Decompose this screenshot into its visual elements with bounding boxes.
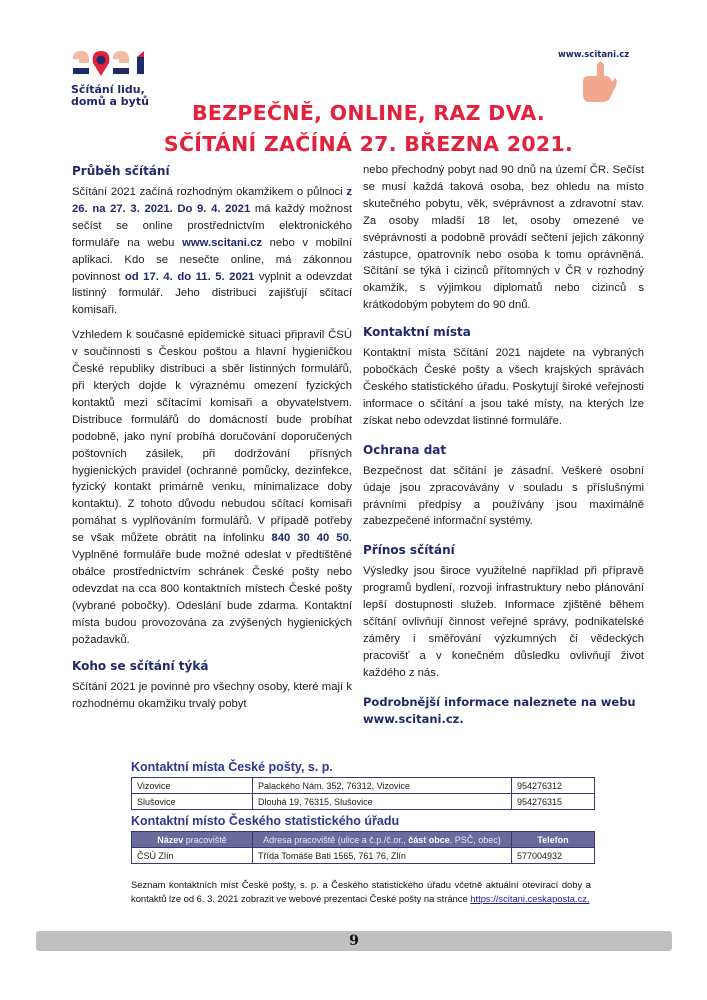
page-number: 9 [349,933,359,949]
contact-tables [131,760,591,864]
paragraph-prubeh-2: Vzhledem k současné epidemické situaci připravil ČSÚ v součinnosti s Českou poštou a hlavní hygieničkou České republiky distribuci a sběr listinných formulářů, při kterých dojde k výraznému omezení fyzických kontaktů mezi sčítacími komisaři a obyvatelstvem. Distribuce formulářů do domácností bude probíhat podobně, jako nyní probíhá doručování doporučených poštovních zásilek, při dodržování přísných hygienických pravidel (ochranné pomůcky, dezinfekce, fyzický kontakt primárně venku, minimalizace doby kontaktu). Z tohoto důvodu nebudou sčítací komisaři pomáhat s vyplňováním formulářů. V případě potřeby se však můžete obrátit na infolinku 840 30 40 50. Vyplněné formuláře bude možné odeslat v předtištěné obálce prostřednictvím schránek České pošty nebo odevzdat na cca 800 kontaktních místech České pošty (vybrané pobočky). Odeslání bude zdarma. Kontaktní místa budou provozována za zvýšených hygienických požadavků. [72,329,352,646]
csu-contacts-table [131,831,595,864]
website-link[interactable]: www.scitani.cz [558,50,630,60]
paragraph-ochrana-dat: Bezpečnost dat sčítání je zásadní. Veškeré osobní údaje jsou zpracovávány v souladu s příslušnými právními předpisy a používány jsou maximálně zabezpečené informační systémy. [363,464,644,528]
census-logo [71,49,151,108]
post-contacts-table [131,777,595,810]
left-column [72,163,352,721]
more-info-link[interactable]: Podrobnější informace naleznete na webu www.scitani.cz. [363,694,636,726]
section-title-koho: Koho se sčítání týká [72,659,209,674]
section-title-kontaktni-mista: Kontaktní místa [363,325,471,340]
header-name: Název pracoviště [132,832,253,848]
table-row: ČSÚ Zlín Třída Tomáše Bati 1565, 761 76, Zlín 577004932 [132,848,595,864]
header-address: Adresa pracoviště (ulice a č.p./č.or., část obce, PSČ, obec) [253,832,512,848]
right-column [363,162,644,728]
section-title-prinos: Přínos sčítání [363,543,455,558]
table-row: Vizovice Palackého Nám. 352, 76312, Vizovice 954276312 [132,778,595,794]
paragraph-prubeh-1: Sčítání 2021 začíná rozhodným okamžikem o půlnoci z 26. na 27. 3. 2021. Do 9. 4. 2021 má každý možnost sečíst se online prostřednictvím elektronického formuláře na webu www.scitani.cz nebo v mobilní aplikaci. Kdo se nesečte online, má zákonnou povinnost od 17. 4. do 11. 5. 2021 vyplnit a odevzdat listinný formulář. Jeho distribuci zajišťují sčítací komisaři. [72,186,352,317]
headline-line-1: BEZPEČNĚ, ONLINE, RAZ DVA. [192,101,545,125]
ceskaposta-link[interactable]: https://scitani.ceskaposta.cz. [470,892,590,904]
post-table-title: Kontaktní místa České pošty, s. p. [131,760,333,774]
table-header-row [132,832,595,848]
contact-note: Seznam kontaktních míst České pošty, s. p. a Českého statistického úřadu včetně aktuální otevírací doby a kontaktů lze od 6. 3. 2021 zobrazit ve webové prezentaci České pošty na stránce https://scitani.ceskaposta.cz. [131,879,591,904]
logo-text: Sčítání lidu, domů a bytů [71,83,149,108]
headline-line-2: SČÍTÁNÍ ZAČÍNÁ 27. BŘEZNA 2021. [163,132,574,156]
paragraph-kontaktni-mista: Kontaktní místa Sčítání 2021 najdete na vybraných pobočkách České pošty a všech krajských správách Českého statistického úřadu. Poskytují široké veřejnosti informace o sčítání a jsou také místy, na kterých lze získat nebo odevzdat listinné formuláře. [363,347,644,427]
section-title-ochrana-dat: Ochrana dat [363,442,447,457]
csu-table-title: Kontaktní místo Českého statistického úřadu [131,814,400,828]
paragraph-koho-cont: nebo přechodný pobyt nad 90 dnů na území ČR. Sečíst se musí každá taková osoba, bez ohledu na místo skutečného pobytu, věk, svéprávnost a zdravotní stav. Za osoby mladší 18 let, osoby omezené ve svéprávnosti a podobně provádí sečtení jejich zákonný zástupce, opatrovník nebo osoba k tomu oprávněná. Sčítání se týká i cizinců přítomných v ČR v rozhodný okamžik, s výjimkou diplomatů nebo cizinců s krátkodobým pobytem do 90 dnů. [363,164,644,312]
section-title-prubeh: Průběh sčítání [72,164,170,178]
infoline-number: 840 30 40 50 [271,532,349,545]
paragraph-koho-1: Sčítání 2021 je povinné pro všechny osoby, které mají k rozhodnému okamžiku trvalý pobyt [72,681,352,711]
header-phone: Telefon [512,832,595,848]
logo-2021-icon [71,49,149,77]
website-inline-link[interactable]: www.scitani.cz [182,236,263,249]
page-number-bar [36,931,672,951]
table-row: Slušovice Dlouhá 19, 76315, Slušovice 954276315 [132,794,595,810]
paragraph-prinos: Výsledky jsou široce využitelné například při přípravě programů bydlení, rozvoji infrastruktury nebo plánování lepší dostupnosti služeb. Informace zjištěné během sčítání ovlivňují činnost veřejné správy, podnikatelské záměry i směřování výzkumných či vědeckých pracovišť a v konečném důsledku ovlivňují život každého z nás. [363,565,644,679]
pointing-hand-icon [580,60,620,104]
